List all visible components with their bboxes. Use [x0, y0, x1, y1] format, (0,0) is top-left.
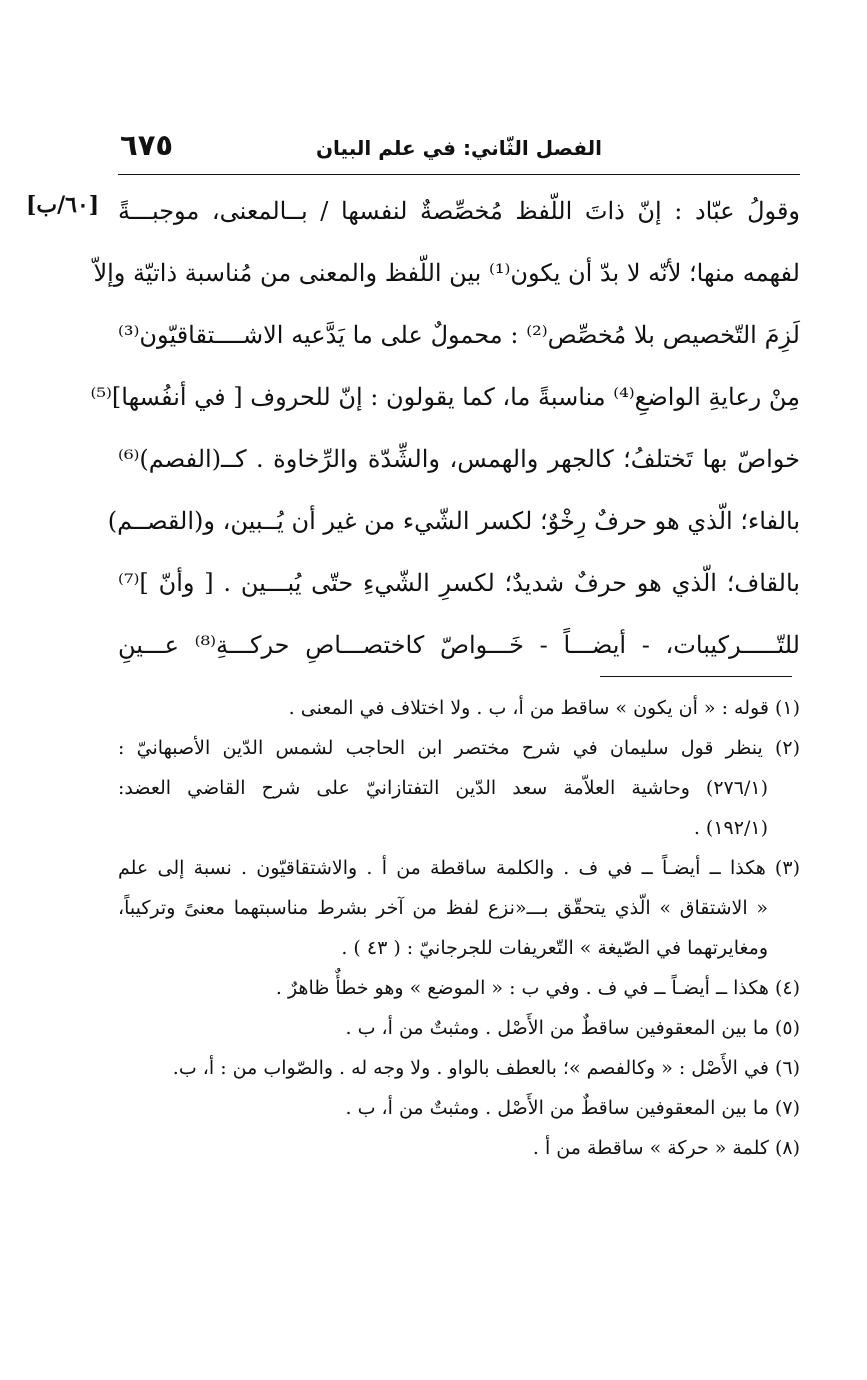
- footnote-line: ومغايرتهما في الصّيغة » التّعريفات للجرجانيّ : ( ٤٣ ) .: [341, 937, 768, 959]
- body-line: للتّـــــركيبات، - أيضـــاً - خَـــواصّ كاختصـــاصِ حركـــةِ⁽⁸⁾ عـــينِ: [118, 631, 800, 659]
- footnote-line: (٢) ينظر قول سليمان في شرح مختصر ابن الحاجب لشمس الدّين الأصبهانيّ :: [118, 737, 800, 759]
- body-line: مِنْ رعايةِ الواضعِ⁽⁴⁾ مناسبةً ما، كما يقولون : إنّ للحروف [ في أنفُسها]⁽⁵⁾: [90, 383, 800, 411]
- footnote-separator: [600, 676, 792, 677]
- footnote-line: (٤) هكذا ــ أيضـاً ــ في ف . وفي ب : « الموضع » وهو خطأٌ ظاهرٌ .: [275, 977, 800, 999]
- body-line: بالفاء؛ الّذي هو حرفٌ رِخْوٌ؛ لكسر الشّيء من غير أن يُــبين، و(القصــم): [107, 507, 800, 535]
- main-text: [90, 180, 800, 676]
- footnote-line: (٧) ما بين المعقوفين ساقطٌ من الأَصْل . ومثبتٌ من أ، ب .: [345, 1097, 800, 1119]
- footnote-line: (١٩٢/١) .: [693, 817, 768, 839]
- footnote-line: (١) قوله : « أن يكون » ساقط من أ، ب . ولا اختلاف في المعنى .: [288, 697, 800, 719]
- footnote-line: (٨) كلمة « حركة » ساقطة من أ .: [532, 1137, 800, 1159]
- running-title: الفصل الثّاني: في علم البيان: [315, 136, 603, 160]
- body-line: بالقاف؛ الّذي هو حرفٌ شديدٌ؛ لكسرِ الشّيءِ حتّى يُبـــين . [ وأنّ ]⁽⁷⁾: [118, 569, 800, 597]
- body-line: لَزِمَ التّخصيص بلا مُخصِّص⁽²⁾ : محمولٌ على ما يَدَّعيه الاشــــتقاقيّون⁽³⁾: [118, 321, 800, 349]
- body-line: وقولُ عبّاد : إنّ ذاتَ اللّفظ مُخصِّصةٌ لنفسها / بــالمعنى، موجبـــةً: [118, 197, 800, 225]
- page-number: ٦٧٥: [120, 128, 174, 162]
- body-line: لفهمه منها؛ لأنّه لا بدّ أن يكون⁽¹⁾ بين اللّفظ والمعنى من مُناسبة ذاتيّة وإلاّ: [93, 259, 800, 287]
- manuscript-folio-reference: [٦٠/ب]: [26, 192, 100, 218]
- page-header: [118, 128, 800, 175]
- footnote-line: (٥) ما بين المعقوفين ساقطٌ من الأَصْل . ومثبتٌ من أ، ب .: [345, 1017, 800, 1039]
- footnote-line: (٣) هكذا ــ أيضـاً ــ في ف . والكلمة ساقطة من أ . والاشتقاقيّون . نسبة إلى علم: [118, 857, 800, 879]
- footnotes: [118, 688, 800, 1168]
- footnote-line: « الاشتقاق » الّذي يتحقّق بـــ«نزع لفظ من آخر بشرط مناسبتهما معنىً وتركيباً،: [118, 897, 768, 919]
- body-line: خواصّ بها تَختلفُ؛ كالجهر والهمس، والشِّدّة والرِّخاوة . كــ(الفصم)⁽⁶⁾: [118, 445, 800, 473]
- footnote-line: (٢٧٦/١) وحاشية العلاّمة سعد الدّين التفتازانيّ على شرح القاضي العضد:: [118, 777, 768, 799]
- footnote-line: (٦) في الأَصْل : « وكالفصم »؛ بالعطف بالواو . ولا وجه له . والصّواب من : أ، ب.: [172, 1057, 800, 1079]
